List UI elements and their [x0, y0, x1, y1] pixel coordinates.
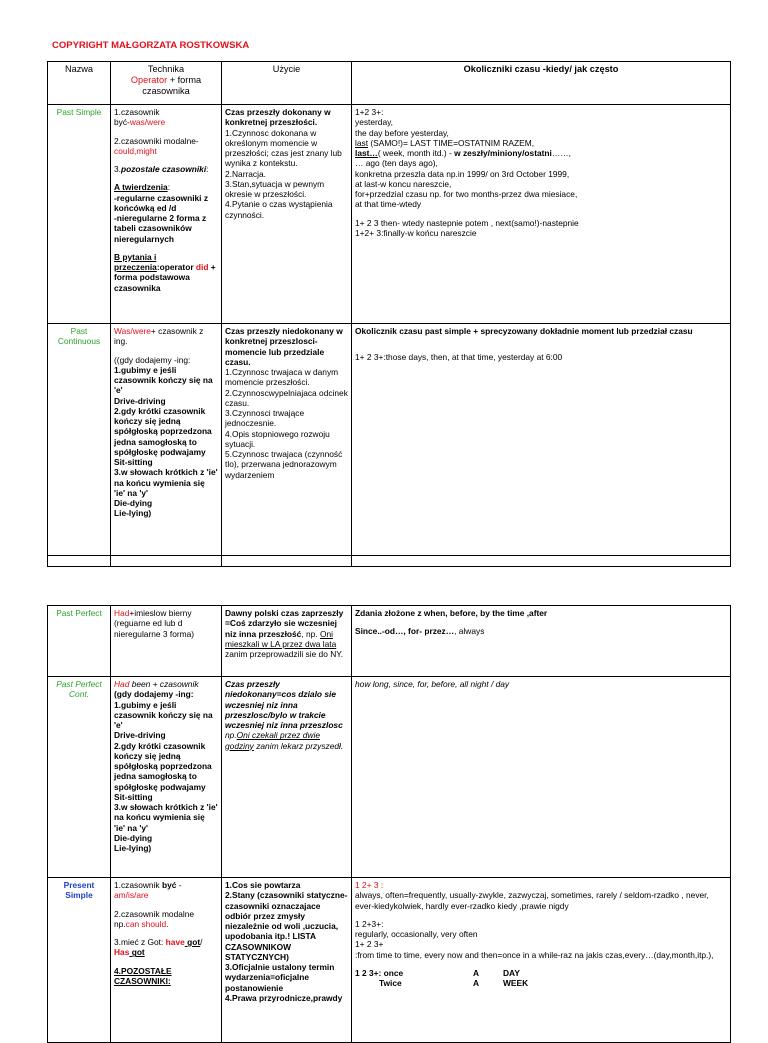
text-line	[114, 608, 218, 618]
text-line: 2.gdy krótki czasownik kończy się jedną spółgłoską poprzedzona jedna samogłoską to spółgłoskę podwajamy	[114, 405, 212, 457]
text-line: am/is/are	[114, 890, 149, 901]
text-span: DAY	[503, 967, 520, 978]
text-line: 5.Czynnosc trwajaca (czynność tlo), przerwana jednorazowym wydarzeniem	[225, 449, 343, 480]
text-line: 4.Opis stopniowego rozwoju sytuacji.	[225, 428, 330, 449]
text-line: 1+ 2 3 then- wtedy nastepnie potem , next(samo!)-nastepnie	[355, 217, 579, 228]
text-span: :operator	[156, 262, 196, 272]
text-line	[114, 164, 218, 174]
cell-technika	[111, 677, 222, 878]
text-span: , always	[454, 626, 485, 637]
header-technika-operator: Operator	[130, 75, 168, 86]
text-line: Drive-driving	[114, 395, 166, 406]
text-span: +imieslow bierny	[129, 608, 192, 618]
text-line: how long, since, for, before, all night / day	[355, 679, 510, 689]
text-line: 4.POZOSTAŁE CZASOWNIKI:	[114, 965, 172, 986]
text-line	[114, 117, 218, 127]
text-span: last	[355, 137, 369, 148]
header-uzycie: Użycie	[222, 62, 352, 105]
text-span: .	[166, 918, 169, 929]
text-line: 4.Prawa przyrodnicze,prawdy	[225, 992, 343, 1003]
text-span: być	[161, 880, 177, 890]
cell-okoliczniki	[352, 677, 731, 878]
cell-technika	[111, 324, 222, 556]
cell-okoliczniki	[352, 324, 731, 556]
text-span: Twice	[379, 978, 402, 988]
cell-okoliczniki	[352, 105, 731, 324]
text-span: , np.	[301, 628, 320, 639]
row-present-simple	[48, 878, 731, 1043]
text-line: 1 2+ 3 :	[355, 880, 384, 890]
text-span: :	[206, 164, 209, 174]
cell-uzycie	[222, 677, 352, 878]
text-line: :from time to time, every now and then=once in a while-raz na jakis czas,every…(day,month,itp.),	[355, 949, 714, 960]
text-span: zanim przeprowadzili sie do NY.	[225, 649, 344, 659]
text-line: 1+ 2 3+:those days, then, at that time, yesterday at 6:00	[355, 352, 563, 363]
text-line: (gdy dodajemy -ing:	[114, 689, 194, 700]
text-line: 2.Stany (czasowniki statyczne-czasowniki oznaczajace odbiór przez zmysły niezależnie od woli ,uczucia, upodobania itp.! LISTA CZASOWNIKOW STATYCZNYCH)	[225, 890, 348, 962]
row-past-perfect-cont	[48, 677, 731, 878]
text-line: yesterday,	[355, 117, 394, 128]
row-past-perfect	[48, 606, 731, 677]
text-line: 3.w słowach krótkich z 'ie' na końcu wymienia się 'ie' na 'y'	[114, 467, 218, 498]
text-line	[114, 947, 218, 957]
text-line: 1.Czynnosc trwajaca w danym momencie przeszłości.	[225, 367, 339, 388]
tense-name: Past Perfect Cont.	[56, 679, 102, 700]
text-line: 4.Pytanie o czas wystąpienia czynności.	[225, 199, 333, 220]
cell-name	[48, 606, 111, 677]
text-line	[114, 937, 218, 947]
text-line: -nieregularne 2 forma z tabeli czasowników nieregularnych	[114, 213, 207, 244]
text-span: być-	[114, 117, 130, 128]
text-line: always, often=frequently, usually-zwykle, zazwyczaj, sometimes, rarely / seldom-rzadko , never, ever-kiedykolwiek, hardly ever-rzadko kiedy ,prawie nigdy	[355, 890, 709, 911]
header-nazwa: Nazwa	[48, 62, 111, 105]
header-technika-title: Technika	[147, 64, 185, 74]
text-line: 1+ 2 3+	[355, 939, 384, 950]
text-line	[225, 608, 348, 659]
text-span: got	[129, 947, 145, 958]
empty-row	[48, 556, 731, 567]
text-line: (reguarne ed lub d nieregularne 3 forma)	[114, 618, 195, 639]
text-span: 3.	[114, 164, 121, 174]
text-span: :	[167, 182, 171, 193]
copyright-notice: COPYRIGHT MAŁGORZATA ROSTKOWSKA	[52, 40, 250, 51]
text-line: 3.Oficjalnie ustalony termin wydarzenia=oficjalne postanowienie	[225, 962, 335, 993]
text-span: A twierdzenia	[114, 182, 168, 193]
text-line: 3.w słowach krótkich z 'ie' na końcu wymienia się 'ie' na 'y'	[114, 802, 218, 833]
text-span: Oni czekali przez dwie godziny	[225, 730, 320, 751]
cell-okoliczniki	[352, 606, 731, 677]
text-line: 3.Stan,sytuacja w pewnym okresie w przeszłości.	[225, 178, 325, 199]
text-line	[355, 978, 727, 988]
text-span: zanim lekarz przyszedł.	[253, 740, 344, 751]
tenses-table-2	[47, 605, 731, 1043]
text-span: been + czasownik	[129, 679, 199, 689]
text-line: 2.Czynnoscwypelniajaca odcinek czasu.	[225, 387, 348, 408]
text-span: A	[473, 978, 480, 988]
text-span: 1 2 3+: once	[355, 967, 404, 978]
text-line: Drive-driving	[114, 730, 166, 741]
text-line: Sit-sitting	[114, 791, 153, 802]
text-line: … ago (ten days ago),	[355, 158, 438, 169]
row-past-simple	[48, 105, 731, 324]
text-line	[114, 252, 218, 293]
cell-name	[48, 878, 111, 1043]
text-line: regularly, occasionally, very often	[355, 929, 478, 939]
text-line	[225, 679, 348, 751]
header-row	[48, 62, 731, 105]
text-line: at last-w koncu nareszcie,	[355, 178, 452, 189]
header-okoliczniki: Okoliczniki czasu -kiedy/ jak często	[352, 62, 731, 105]
text-line: Sit-sitting	[114, 457, 153, 467]
text-line	[355, 626, 727, 636]
text-span: Had	[114, 679, 130, 689]
tenses-table-1	[47, 61, 731, 567]
text-line: 2.czasowniki modalne-	[114, 135, 199, 146]
text-span: Oni mieszkali w LA przez dwa lata	[225, 628, 337, 649]
text-span: Since..-od…, for- przez…	[355, 626, 455, 637]
text-line: Okolicznik czasu past simple + sprecyzowany dokładnie moment lub przedział czasu	[355, 326, 693, 336]
text-span: ……,	[551, 148, 571, 158]
text-span: Had	[114, 608, 130, 618]
text-span: was/were	[129, 117, 166, 128]
tense-name: Present Simple	[63, 880, 95, 901]
text-span: np.	[225, 730, 237, 741]
text-span: 1.czasownik	[114, 880, 162, 890]
cell-name	[48, 324, 111, 556]
text-line: 1.Czynnosc dokonana w określonym momencie w przeszłości; czas jest znany lub wynika z kontekstu.	[225, 127, 342, 169]
text-line: 1 2+3+:	[355, 918, 384, 929]
text-line	[114, 880, 218, 890]
text-span: Dawny polski czas zaprzeszły =Coś zdarzyło sie wczesniej niz inna przeszłość	[225, 608, 344, 639]
text-span: ( week, month itd.) -	[377, 148, 455, 158]
tense-name: Past Continuous	[57, 326, 101, 347]
cell-okoliczniki	[352, 878, 731, 1043]
text-line: 2.gdy krótki czasownik kończy się jedną spółgłoską poprzedzona jedna samogłoską to spółgłoskę podwajamy	[114, 740, 212, 792]
text-line: 2.Narracja.	[225, 168, 266, 179]
text-line: Die-dying	[114, 498, 153, 508]
header-technika	[111, 62, 222, 105]
cell-technika	[111, 606, 222, 677]
text-line: Lie-lying)	[114, 843, 152, 853]
text-line: Die-dying	[114, 832, 153, 843]
text-line: at that time-wtedy	[355, 199, 422, 210]
text-line: 1.gubimy e jeśli czasownik kończy się na 'e'	[114, 699, 213, 730]
text-line: Lie-lying)	[114, 508, 152, 519]
text-line	[114, 326, 218, 347]
text-line: 1+2 3+:	[355, 107, 384, 117]
text-line: the day before yesterday,	[355, 127, 449, 138]
text-line	[355, 148, 727, 158]
text-span: -	[176, 880, 182, 890]
text-line: 3.Czynnosci trwające jednoczesnie.	[225, 408, 305, 429]
text-line: 1.gubimy e jeśli czasownik kończy się na 'e'	[114, 364, 213, 396]
text-line: Czas przeszły niedokonany w konkretnej przeszlosci-momencie lub przedziale czasu.	[225, 326, 343, 367]
text-line: Zdania złożone z when, before, by the time ,after	[355, 608, 548, 618]
text-span: 2.czasownik modalne np.	[114, 908, 195, 929]
text-span: WEEK	[503, 978, 529, 988]
text-line: could,might	[114, 145, 157, 156]
text-line	[355, 138, 727, 148]
text-span: have	[165, 937, 185, 947]
text-span: last…	[355, 148, 378, 158]
text-line	[114, 679, 218, 689]
text-span: /	[200, 937, 203, 947]
cell-technika	[111, 105, 222, 324]
text-line: 1+2+ 3:finally-w końcu nareszcie	[355, 227, 477, 238]
text-line	[114, 909, 218, 930]
cell-name	[48, 105, 111, 324]
tense-name: Past Perfect	[56, 608, 102, 618]
row-past-continuous	[48, 324, 731, 556]
cell-uzycie	[222, 105, 352, 324]
text-line: for+przedzial czasu np. for two months-przez dwa miesiace,	[355, 189, 578, 199]
text-line: 1.Cos sie powtarza	[225, 880, 301, 890]
cell-uzycie	[222, 878, 352, 1043]
text-line: ((gdy dodajemy -ing:	[114, 354, 191, 365]
cell-uzycie	[222, 606, 352, 677]
tense-name: Past Simple	[56, 107, 102, 117]
text-span: Was/were	[114, 326, 151, 336]
text-span: A	[473, 967, 480, 978]
header-technika-rest: + forma czasownika	[142, 75, 202, 97]
text-line: -regularne czasowniki z końcówką ed /d	[114, 192, 209, 213]
text-span: Czas przeszły niedokonany=cos dzialo sie wczesniej niz inna przeszlosc/bylo w trakcie wczesniej niz inna przeszlosc	[225, 679, 343, 730]
cell-technika	[111, 878, 222, 1043]
text-line: konkretna przeszla data np.in 1999/ on 3rd October 1999,	[355, 168, 570, 179]
text-span: can should	[125, 918, 167, 929]
text-span: did	[195, 262, 209, 272]
text-span: 3.mieć z Got:	[114, 937, 166, 947]
text-span: B pytania i przeczenia	[114, 251, 157, 272]
text-span: pozostale czasowniki	[121, 164, 207, 174]
text-span: w zeszły/miniony/ostatni	[454, 148, 552, 158]
text-line	[114, 182, 218, 192]
text-line: Czas przeszły dokonany w konkretnej przeszłości.	[225, 107, 331, 128]
text-line: 1.czasownik	[114, 107, 160, 117]
text-span: Has	[114, 947, 130, 958]
text-line	[355, 968, 727, 978]
cell-uzycie	[222, 324, 352, 556]
text-span: (SAMO!)= LAST TIME=OSTATNIM RAZEM,	[368, 137, 535, 148]
text-span: got	[184, 937, 201, 947]
text-span: + forma podstawowa czasownika	[114, 262, 216, 293]
text-span: + czasownik z ing.	[114, 326, 204, 347]
cell-name	[48, 677, 111, 878]
